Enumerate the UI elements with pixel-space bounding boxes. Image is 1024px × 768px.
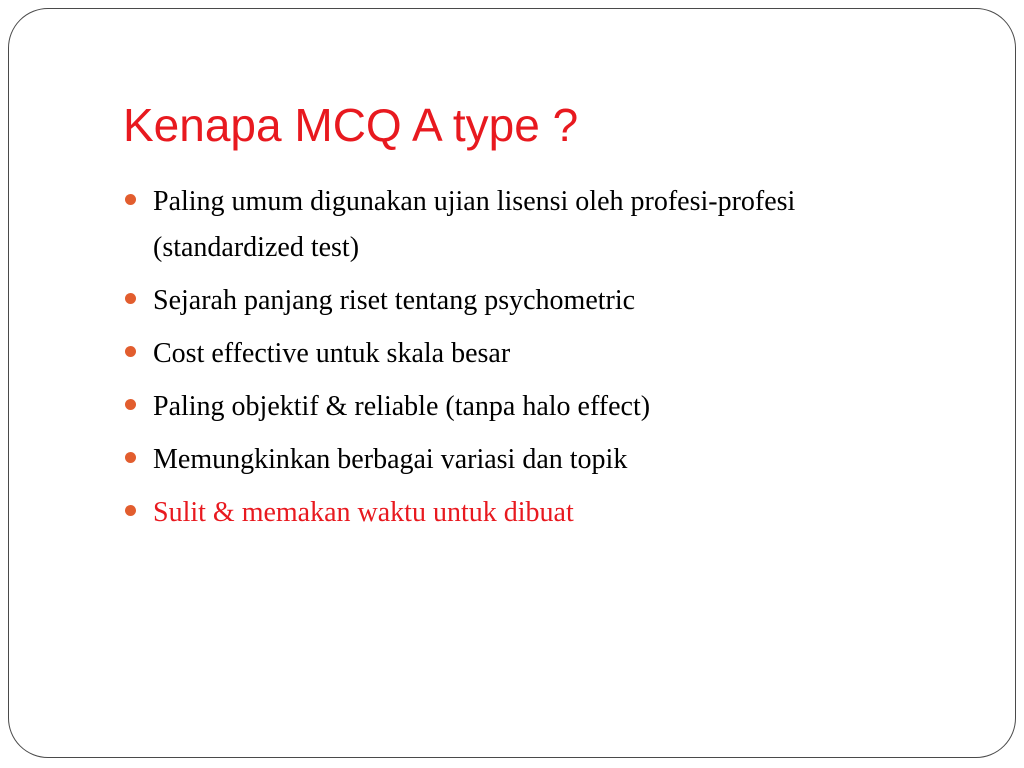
bullet-text: Sulit & memakan waktu untuk dibuat xyxy=(153,497,574,528)
bullet-item xyxy=(125,278,925,324)
bullet-dot-icon xyxy=(125,346,136,357)
bullet-text: Cost effective untuk skala besar xyxy=(153,338,511,369)
slide xyxy=(8,8,1016,758)
bullet-item xyxy=(125,384,925,430)
bullet-text: Sejarah panjang riset tentang psychometric xyxy=(153,285,636,316)
bullet-dot-icon xyxy=(125,194,136,205)
bullet-item-highlighted xyxy=(125,490,925,536)
slide-title: Kenapa MCQ A type ? xyxy=(123,99,579,151)
bullet-dot-icon xyxy=(125,505,136,516)
bullet-item xyxy=(125,437,925,483)
bullet-item xyxy=(125,331,925,377)
bullet-text: Paling umum digunakan ujian lisensi oleh profesi-profesi (standardized test) xyxy=(153,186,796,263)
bullet-dot-icon xyxy=(125,399,136,410)
bullet-item xyxy=(125,179,925,271)
bullet-text: Paling objektif & reliable (tanpa halo effect) xyxy=(153,391,651,422)
bullet-dot-icon xyxy=(125,293,136,304)
bullet-text: Memungkinkan berbagai variasi dan topik xyxy=(153,444,628,475)
bullet-dot-icon xyxy=(125,452,136,463)
bullet-list xyxy=(125,179,925,543)
